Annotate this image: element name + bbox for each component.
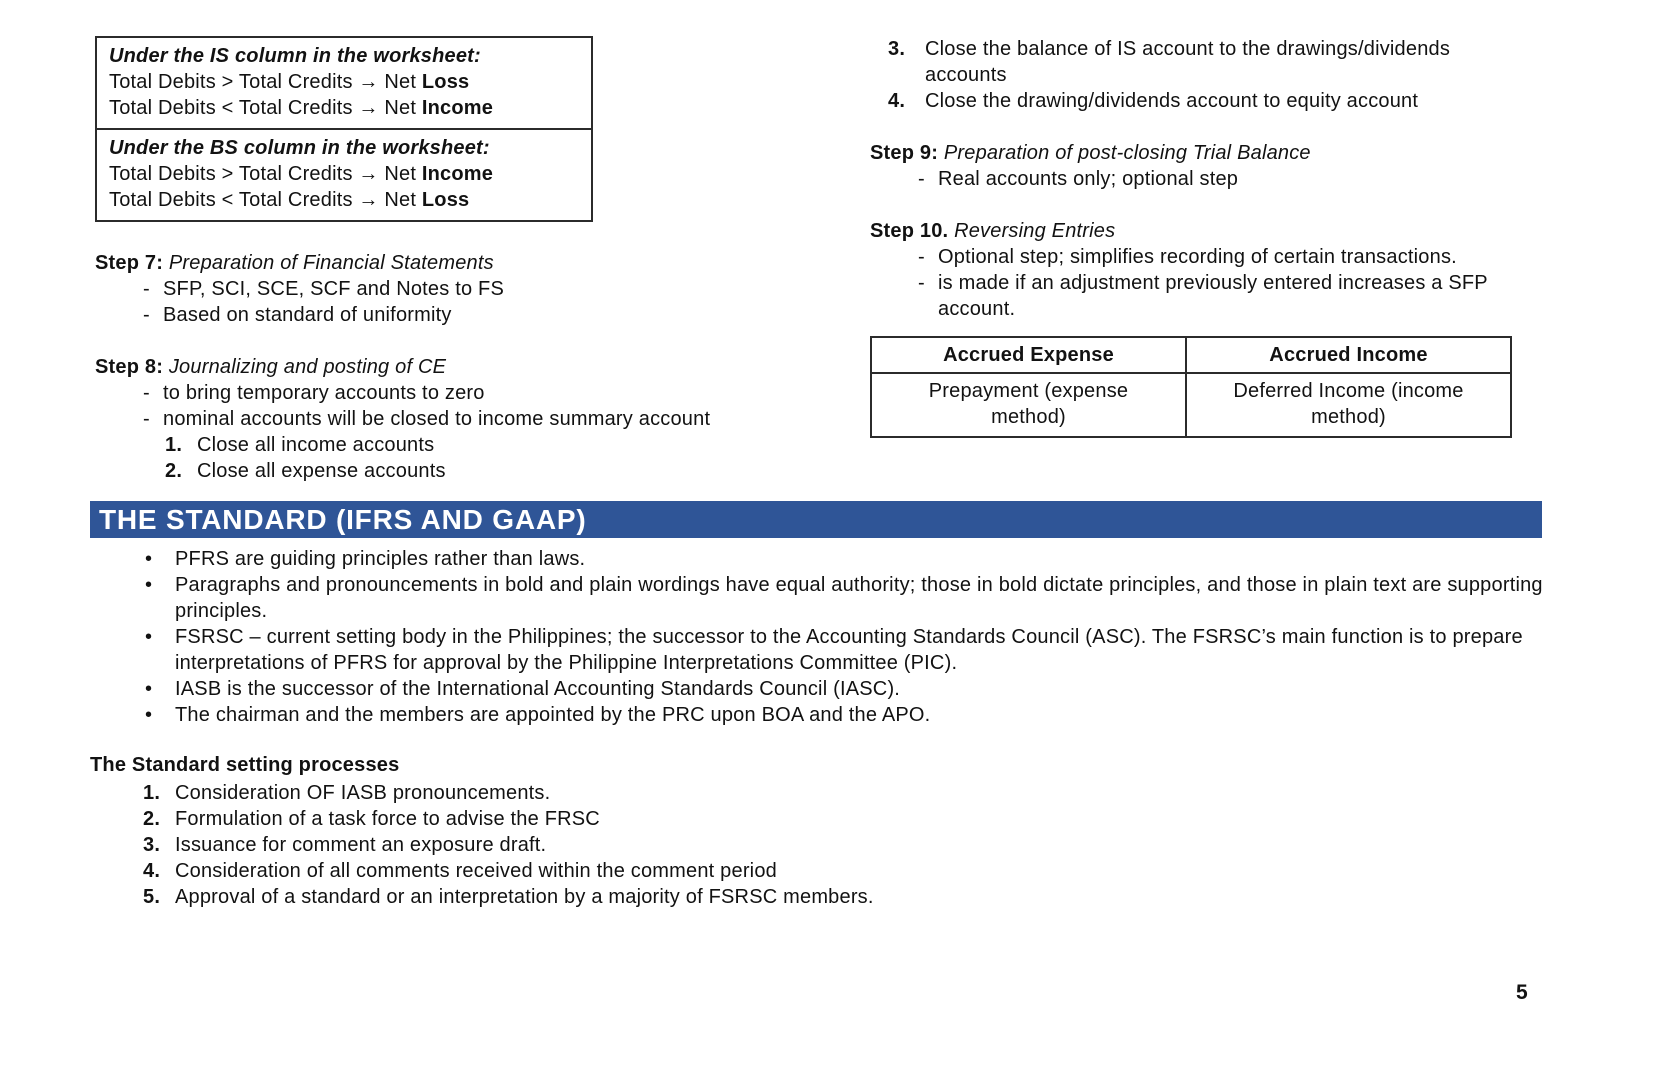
table-cell: Deferred Income (income method) — [1186, 373, 1511, 437]
step-heading — [95, 354, 815, 380]
page-number: 5 — [1516, 981, 1528, 1004]
numbered-item — [95, 432, 815, 458]
rule-line — [109, 69, 581, 95]
rule-box-heading: Under the BS column in the worksheet: — [109, 137, 490, 159]
item-number: 3. — [143, 834, 161, 856]
step-heading — [870, 140, 1515, 166]
left-column — [95, 36, 815, 484]
item-number: 2. — [165, 460, 183, 482]
standard-setting-process-list — [90, 780, 1595, 910]
item-text: Close the balance of IS account to the drawings/dividends accounts — [925, 38, 1451, 86]
table-row — [871, 373, 1511, 437]
is-column-rule-box — [95, 36, 593, 130]
rule-box-heading: Under the IS column in the worksheet: — [109, 45, 481, 67]
dash-item: - is made if an adjustment previously entered increases a SFP account. — [870, 270, 1515, 322]
item-number: 4. — [888, 90, 906, 112]
step-10-block — [870, 218, 1515, 322]
bullet-item: • IASB is the successor of the International Accounting Standards Council (IASC). — [90, 676, 1595, 702]
right-column — [870, 36, 1515, 438]
dash-item: - SFP, SCI, SCE, SCF and Notes to FS — [95, 276, 815, 302]
numbered-item — [90, 884, 1595, 910]
step-label: Step 9: — [870, 142, 939, 164]
step-heading — [870, 218, 1515, 244]
numbered-item — [90, 832, 1595, 858]
dash-item: - Optional step; simplifies recording of certain transactions. — [870, 244, 1515, 270]
rule-line-result: Income — [421, 163, 494, 185]
step-label: Step 8: — [95, 356, 164, 378]
rule-line — [109, 161, 581, 187]
bullet-item: • The chairman and the members are appointed by the PRC upon BOA and the APO. — [90, 702, 1595, 728]
subsection-heading: The Standard setting processes — [90, 754, 400, 776]
item-text: Consideration OF IASB pronouncements. — [175, 782, 551, 804]
item-text: Close all income accounts — [197, 434, 435, 456]
dash-item: - to bring temporary accounts to zero — [95, 380, 815, 406]
numbered-item — [90, 858, 1595, 884]
section-title-banner: THE STANDARD (IFRS AND GAAP) — [90, 501, 1542, 538]
dash-item: - Real accounts only; optional step — [870, 166, 1515, 192]
numbered-item — [870, 88, 1515, 114]
step-label: Step 7: — [95, 252, 164, 274]
item-number: 5. — [143, 886, 161, 908]
table-header-cell: Accrued Expense — [871, 337, 1186, 373]
item-text: Consideration of all comments received within the comment period — [175, 860, 777, 882]
step-8-block — [95, 354, 815, 484]
item-number: 1. — [143, 782, 161, 804]
item-text: Approval of a standard or an interpretation by a majority of FSRSC members. — [175, 886, 874, 908]
rule-line-text: Total Debits > Total Credits → Net — [109, 163, 422, 185]
rule-line-text: Total Debits < Total Credits → Net — [109, 97, 422, 119]
item-text: Close the drawing/dividends account to equity account — [925, 90, 1419, 112]
item-text: Formulation of a task force to advise the FRSC — [175, 808, 600, 830]
dash-item: - nominal accounts will be closed to income summary account — [95, 406, 815, 432]
item-number: 2. — [143, 808, 161, 830]
reversing-entries-table — [870, 336, 1512, 438]
rule-line-result: Income — [421, 97, 494, 119]
rule-line — [109, 187, 581, 213]
step-title: Preparation of Financial Statements — [168, 252, 494, 274]
table-header-row — [871, 337, 1511, 373]
worksheet-rule-boxes — [95, 36, 815, 222]
rule-line-result: Loss — [421, 71, 470, 93]
step-title: Preparation of post-closing Trial Balance — [943, 142, 1311, 164]
rule-line-text: Total Debits < Total Credits → Net — [109, 189, 422, 211]
step-heading — [95, 250, 815, 276]
bs-column-rule-box — [95, 128, 593, 222]
numbered-item — [870, 36, 1515, 88]
step-title: Journalizing and posting of CE — [168, 356, 447, 378]
bullet-item: • Paragraphs and pronouncements in bold and plain wordings have equal authority; those in bold dictate principles, and those in plain text are supporting principles. — [90, 572, 1595, 624]
item-number: 4. — [143, 860, 161, 882]
item-text: Issuance for comment an exposure draft. — [175, 834, 547, 856]
standards-bullet-list — [90, 546, 1595, 728]
step-title: Reversing Entries — [954, 220, 1116, 242]
numbered-item — [90, 780, 1595, 806]
item-number: 1. — [165, 434, 183, 456]
bullet-item: • FSRSC – current setting body in the Philippines; the successor to the Accounting Standards Council (ASC). The FSRSC’s main function is to prepare interpretations of PFRS for approval by the Philippine Interpretations Committee (PIC). — [90, 624, 1595, 676]
numbered-item — [90, 806, 1595, 832]
rule-line — [109, 95, 581, 121]
step-9-block — [870, 140, 1515, 192]
rule-line-result: Loss — [421, 189, 470, 211]
item-number: 3. — [888, 38, 906, 60]
standards-section — [90, 501, 1595, 910]
table-cell: Prepayment (expense method) — [871, 373, 1186, 437]
step-label: Step 10. — [870, 220, 949, 242]
table-header-cell: Accrued Income — [1186, 337, 1511, 373]
dash-item: - Based on standard of uniformity — [95, 302, 815, 328]
item-text: Close all expense accounts — [197, 460, 446, 482]
numbered-item — [95, 458, 815, 484]
rule-line-text: Total Debits > Total Credits → Net — [109, 71, 422, 93]
bullet-item: • PFRS are guiding principles rather than laws. — [90, 546, 1595, 572]
step-7-block — [95, 250, 815, 328]
